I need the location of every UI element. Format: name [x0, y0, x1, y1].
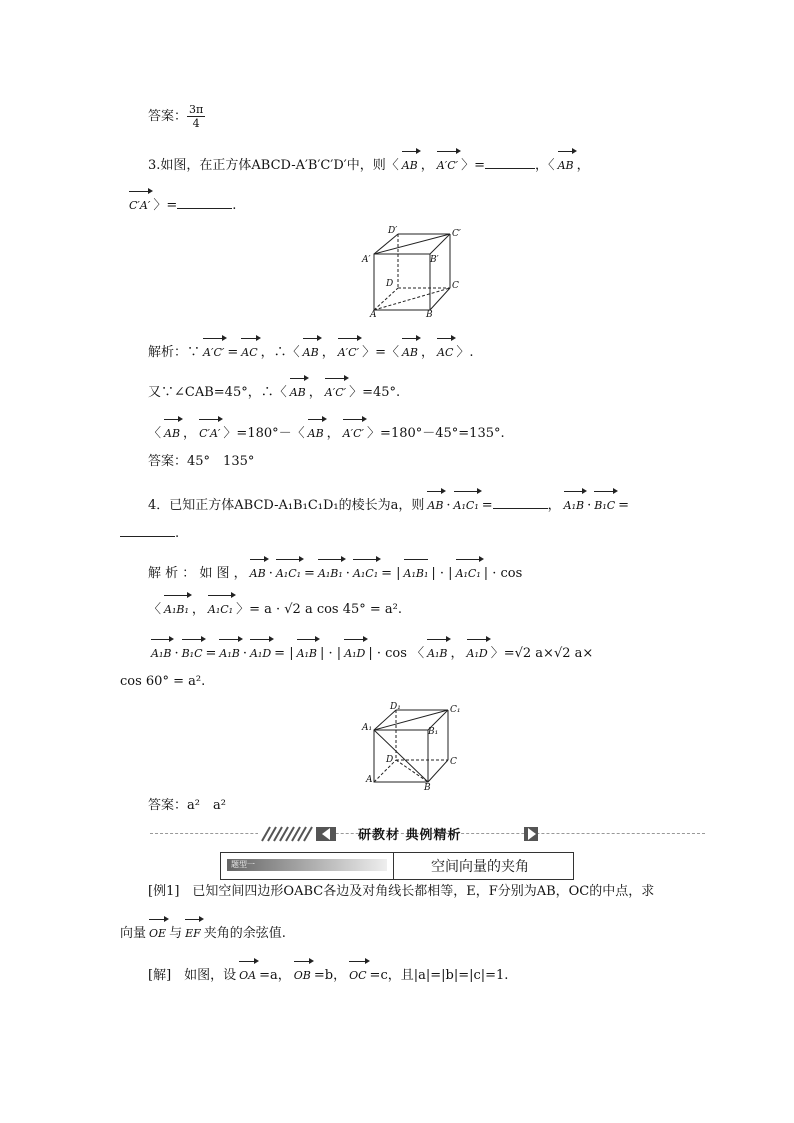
vector-cpap: C′A′ [129, 188, 150, 216]
solution-4-line4: cos 60° = a². [120, 674, 206, 689]
label-a1: A₁ [362, 723, 373, 733]
answer-blank[interactable] [177, 194, 232, 209]
example-1-solution: [解] 如图，设 OA =a， OB =b， OC =c，且|a|=|b|=|c|=1. [148, 958, 508, 986]
label-b: B [424, 783, 431, 790]
cube-figure-2 [360, 700, 470, 790]
answer-blank[interactable] [120, 522, 175, 537]
label-b1: B₁ [428, 727, 439, 737]
answer-blank[interactable] [485, 154, 535, 169]
topic-title: 空间向量的夹角 [431, 859, 529, 875]
label-a: A [370, 310, 377, 318]
label-d: D [386, 279, 394, 289]
vector-ab: AB [402, 148, 418, 176]
solution-3-line2: 又∵∠CAB=45°，∴〈 AB ， A′C′ 〉=45°. [148, 375, 400, 403]
question-3-line1: 3.如图，在正方体ABCD-A′B′C′D′中，则〈 AB ， A′C′ 〉= ，〈 AB ， [148, 148, 590, 176]
solution-4-line3: A₁B · B₁C = A₁B · A₁D = | A₁B | · | A₁D | · cos 〈 A₁B ， A₁D 〉=√2 a×√2 a× [148, 636, 593, 664]
banner-title: 研教材 典例精析 [358, 828, 462, 843]
solution-4-line1: 解 析 ： 如 图 ， AB · A₁C₁ = A₁B₁ · A₁C₁ = | A₁B₁ | · | A₁C₁ | · cos [148, 556, 522, 584]
topic-box [220, 852, 574, 880]
label-bp: B′ [430, 255, 439, 265]
label-a: A [366, 775, 373, 785]
question-4-line1: 4．已知正方体ABCD-A₁B₁C₁D₁的棱长为a，则 AB · A₁C₁ = ， A₁B · B₁C = [148, 488, 629, 516]
solution-3-line1: 解析：∵ A′C′ = AC ，∴〈 AB ， A′C′ 〉=〈 AB ， AC 〉. [148, 335, 474, 363]
label-b: B [426, 310, 433, 318]
label-c: C [452, 281, 459, 291]
label-c1: C₁ [450, 705, 461, 715]
question-4-line2: . [120, 522, 179, 544]
vector-ab: AB [558, 148, 574, 176]
label-ap: A′ [362, 255, 371, 265]
label-d1: D₁ [390, 702, 401, 712]
label-cp: C′ [452, 229, 461, 239]
example-1-line2: 向量 OE 与 EF 夹角的余弦值. [120, 916, 286, 944]
vector-apcp: A′C′ [437, 148, 458, 176]
answer-pi: 答案： $\frac{3\pi}{4}$ [148, 103, 204, 130]
section-banner [258, 824, 538, 844]
example-1-line1: [例1] 已知空间四边形OABC各边及对角线长都相等，E，F分别为AB，OC的中点，求 [148, 884, 655, 899]
label-d: D [386, 755, 394, 765]
label-c: C [450, 757, 457, 767]
solution-4-line2: 〈 A₁B₁ ， A₁C₁ 〉= a · √2 a cos 45° = a². [148, 592, 402, 620]
question-3-line2: C′A′ 〉= . [126, 188, 236, 216]
answer-3: 答案：45° 135° [148, 454, 255, 469]
solution-3-line3: 〈 AB ， C′A′ 〉=180°－〈 AB ， A′C′ 〉=180°－45°=135°. [148, 416, 505, 444]
fraction: $\frac{3\pi}{4}$ [189, 103, 204, 130]
answer-blank[interactable] [493, 494, 548, 509]
answer-4: 答案：a² a² [148, 798, 226, 813]
topic-tag: 题型一 [227, 859, 387, 871]
cube-figure-1 [360, 222, 470, 318]
label-dp: D′ [388, 226, 398, 236]
